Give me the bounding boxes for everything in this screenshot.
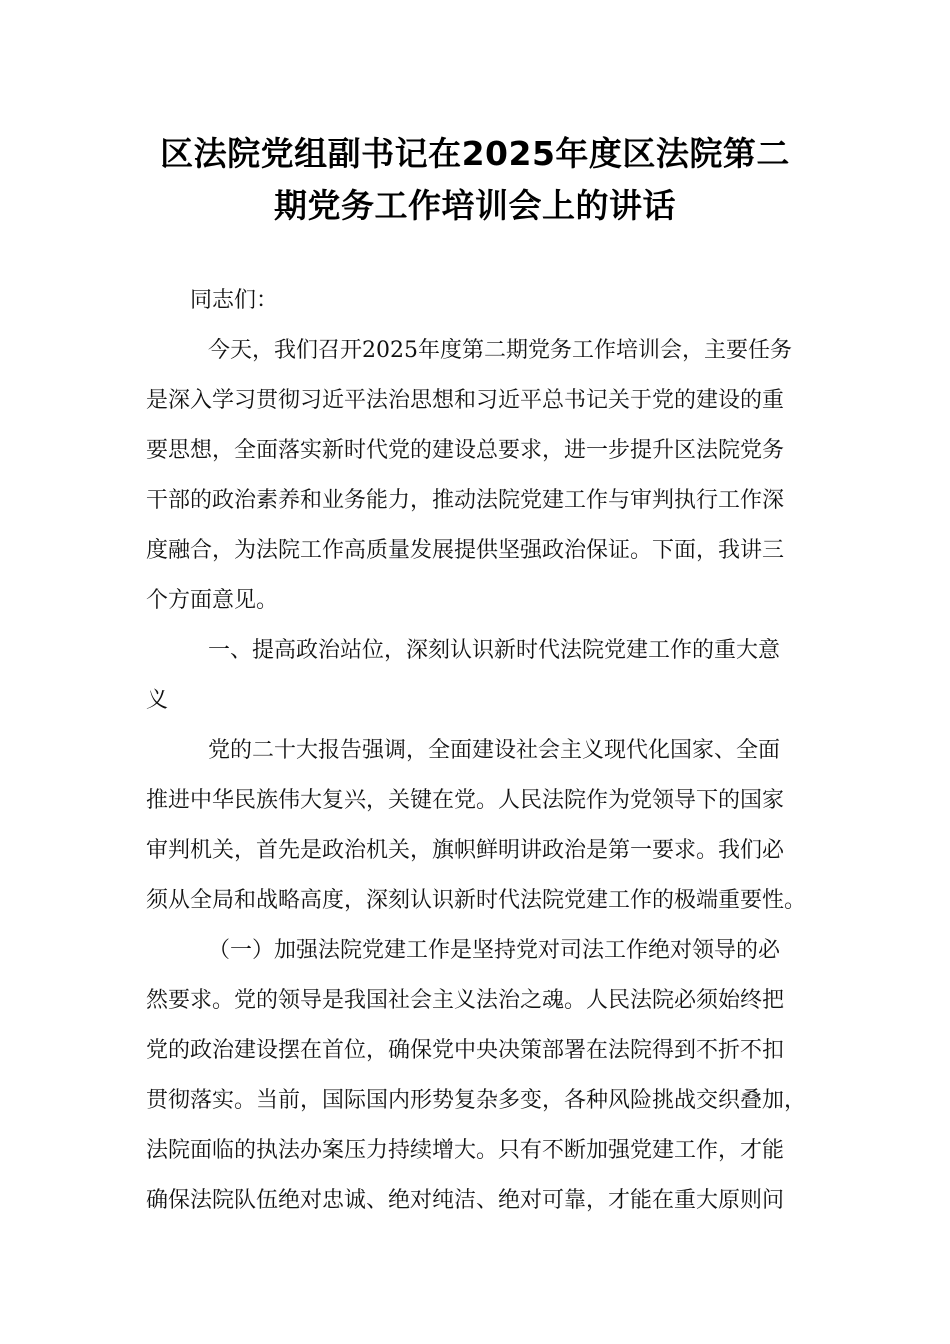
section-heading: 义 <box>146 688 169 713</box>
paragraph-line: 干部的政治素养和业务能力，推动法院党建工作与审判执行工作深 <box>146 488 785 513</box>
paragraph-line: 度融合，为法院工作高质量发展提供坚强政治保证。下面，我讲三 <box>146 538 785 563</box>
paragraph-line: 须从全局和战略高度，深刻认识新时代法院党建工作的极端重要性。 <box>146 888 807 913</box>
paragraph-line: 法院面临的执法办案压力持续增大。只有不断加强党建工作，才能 <box>146 1138 785 1163</box>
title-line-2: 期党务工作培训会上的讲话 <box>274 186 676 225</box>
paragraph-line: 是深入学习贯彻习近平法治思想和习近平总书记关于党的建设的重 <box>146 388 785 413</box>
paragraph-line: 今天，我们召开2025年度第二期党务工作培训会，主要任务 <box>208 338 792 363</box>
paragraph-line: 确保法院队伍绝对忠诚、绝对纯洁、绝对可靠，才能在重大原则问 <box>146 1188 785 1213</box>
paragraph-line: 推进中华民族伟大复兴，关键在党。人民法院作为党领导下的国家 <box>146 788 785 813</box>
paragraph-line: 然要求。党的领导是我国社会主义法治之魂。人民法院必须始终把 <box>146 988 785 1013</box>
paragraph-line: 个方面意见。 <box>146 588 279 613</box>
paragraph-line: 要思想，全面落实新时代党的建设总要求，进一步提升区法院党务 <box>146 438 785 463</box>
paragraph-line: 党的二十大报告强调，全面建设社会主义现代化国家、全面 <box>208 738 781 763</box>
paragraph-line: 审判机关，首先是政治机关，旗帜鲜明讲政治是第一要求。我们必 <box>146 838 785 863</box>
title-line-1: 区法院党组副书记在2025年度区法院第二 <box>160 134 790 173</box>
section-heading: 一、提高政治站位，深刻认识新时代法院党建工作的重大意 <box>208 638 781 663</box>
paragraph-line: 贯彻落实。当前，国际国内形势复杂多变，各种风险挑战交织叠加， <box>146 1088 807 1113</box>
paragraph-line: 党的政治建设摆在首位，确保党中央决策部署在法院得到不折不扣 <box>146 1038 785 1063</box>
document-title <box>120 128 830 232</box>
salutation: 同志们： <box>190 288 279 313</box>
subsection-line: （一）加强法院党建工作是坚持党对司法工作绝对领导的必 <box>208 938 781 963</box>
